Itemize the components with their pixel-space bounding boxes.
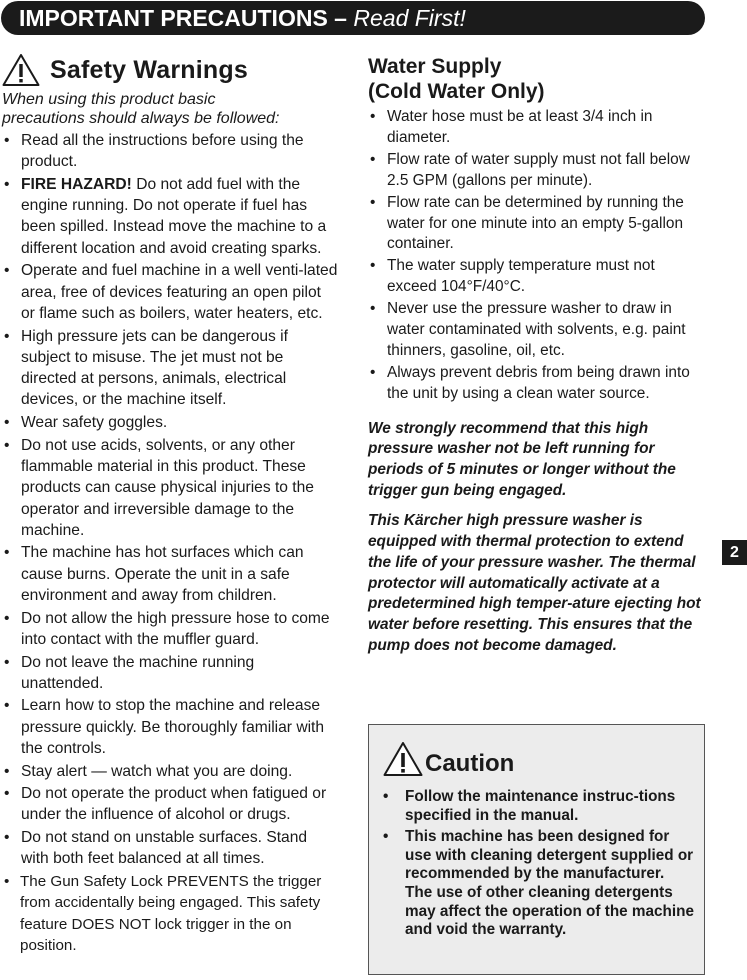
list-item: • The water supply temperature must not exceed 104°F/40°C. [368, 256, 704, 298]
warning-triangle-icon [2, 53, 40, 87]
list-item [2, 260, 338, 324]
list-item [2, 783, 338, 826]
list-item: • Follow the maintenance instruc-tions specified in the manual. [383, 788, 695, 825]
list-item-text: Do not allow the high pressure hose to come into contact with the muffler guard. [21, 609, 330, 648]
water-supply-section [368, 54, 704, 656]
list-item: • Always prevent debris from being drawn into the unit by using a clean water source. [368, 363, 704, 405]
header-banner [1, 1, 705, 35]
page-number-tab: 2 [722, 540, 747, 565]
list-item-text: Do not stand on unstable surfaces. Stand with both feet balanced at all times. [21, 829, 308, 868]
caution-box [368, 724, 705, 975]
banner-subtitle: Read First! [353, 5, 466, 31]
list-item [2, 608, 338, 651]
banner-title: IMPORTANT PRECAUTIONS – [19, 5, 347, 31]
list-item-text: Learn how to stop the machine and release pressure quickly. Be thoroughly familiar with the controls. [21, 697, 325, 757]
water-heading-line-1: Water Supply [368, 55, 502, 78]
list-item-text: Stay alert — watch what you are doing. [21, 762, 293, 780]
water-supply-heading [368, 54, 704, 104]
water-supply-list [368, 107, 704, 405]
list-item [2, 130, 338, 173]
list-item-text: Read all the instructions before using the product. [21, 132, 304, 171]
list-item: • Water hose must be at least 3/4 inch in diameter. [368, 107, 704, 149]
fire-hazard-label: FIRE HAZARD! [21, 175, 132, 193]
list-item: • Flow rate can be determined by running the water for one minute into an empty 5-gallon container. [368, 193, 704, 255]
list-item [2, 174, 338, 259]
safety-list [2, 130, 338, 956]
list-item-text: Do not operate the product when fatigued or under the influence of alcohol or drugs. [21, 785, 327, 824]
list-item [2, 871, 338, 956]
list-item: • This machine has been designed for use with cleaning detergent supplied or recommended by the manufacturer. The use of other cleaning detergents may affect the operation of the machine and void the warranty. [383, 828, 695, 940]
list-item [2, 827, 338, 870]
safety-heading [2, 52, 338, 88]
list-item-text: The machine has hot surfaces which can cause burns. Operate the unit in a safe environment and away from children. [21, 544, 304, 605]
warning-triangle-icon [383, 741, 423, 777]
safety-intro [2, 90, 338, 128]
list-item-text: Do not add fuel with the engine running. Do not operate if fuel has been spilled. Instead move the machine to a different location and avoid creating sparks. [21, 175, 327, 257]
list-item [2, 326, 338, 411]
intro-line-1: When using this product basic [2, 91, 216, 108]
caution-list [383, 785, 695, 940]
safety-warnings-section [2, 52, 338, 956]
list-item [2, 412, 338, 433]
caution-heading [383, 741, 514, 777]
thermal-protection-note: This Kärcher high pressure washer is equipped with thermal protection to extend the life of your pressure washer. The thermal protector will automatically activate at a predetermined high temper-ature ejecting hot water before resetting. This ensures that the pump does not become damaged. [368, 512, 701, 654]
list-item [2, 652, 338, 695]
list-item-text: The Gun Safety Lock PREVENTS the trigger from accidentally being engaged. This safety feature DOES NOT lock trigger in the on position. [20, 872, 322, 954]
list-item-text: High pressure jets can be dangerous if subject to misuse. The jet must not be directed at persons, animals, electrical devices, or the machine itself. [21, 327, 288, 409]
list-item-text: Do not use acids, solvents, or any other flammable material in this product. These products can cause physical injuries to the operator and irreversible damage to the machine. [21, 436, 314, 539]
list-item [2, 761, 338, 782]
list-item [2, 542, 338, 606]
list-item-text: Do not leave the machine running unattended. [21, 653, 255, 692]
caution-title: Caution [425, 750, 515, 777]
safety-heading-title: Safety Warnings [50, 55, 248, 84]
list-item-text: Wear safety goggles. [21, 414, 168, 432]
list-item [2, 435, 338, 541]
list-item: • Flow rate of water supply must not fall below 2.5 GPM (gallons per minute). [368, 150, 704, 192]
water-heading-line-2: (Cold Water Only) [368, 80, 545, 103]
list-item [2, 695, 338, 759]
list-item-text: Operate and fuel machine in a well venti-lated area, free of devices featuring an open pilot or flame such as boilers, water heaters, etc. [21, 262, 338, 322]
running-time-note: We strongly recommend that this high pressure washer not be left running for periods of 5 minutes or longer without the trigger gun being engaged. [368, 419, 676, 499]
intro-line-2: precautions should always be followed: [2, 110, 280, 127]
list-item: • Never use the pressure washer to draw in water contaminated with solvents, e.g. paint thinners, gasoline, oil, etc. [368, 299, 704, 361]
